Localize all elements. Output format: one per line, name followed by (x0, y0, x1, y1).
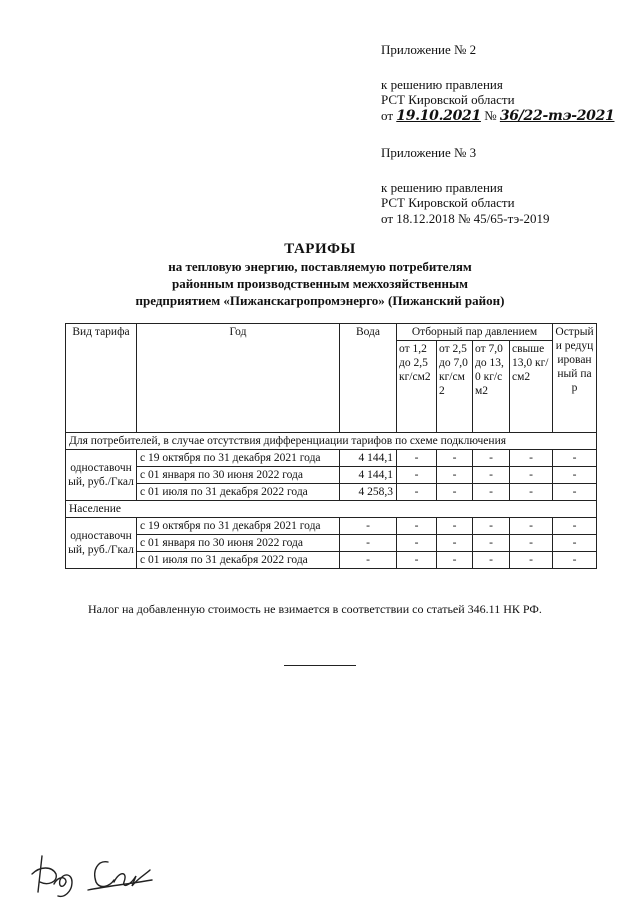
document-heading (0, 241, 640, 309)
cell-p3: - (473, 535, 510, 552)
heading-line2: районным производственным межхозяйственным (172, 276, 468, 291)
cell-period: с 01 января по 30 июня 2022 года (137, 467, 340, 484)
heading-line1: на тепловую энергию, поставляемую потребителям (168, 259, 472, 274)
section1-label: Для потребителей, в случае отсутствия дифференциации тарифов по схеме подключения (66, 433, 597, 450)
cell-p2: - (437, 535, 473, 552)
header-pressure-4: свыше 13,0 кг/см2 (510, 341, 553, 433)
annex-3-line3: от 18.12.2018 № 45/65-тэ-2019 (381, 210, 550, 226)
table-header-row (66, 324, 597, 341)
table-row (66, 467, 597, 484)
cell-sharp: - (553, 484, 597, 501)
cell-sharp: - (553, 535, 597, 552)
heading-title: ТАРИФЫ (284, 241, 356, 257)
header-pressure-3: от 7,0 до 13,0 кг/см2 (473, 341, 510, 433)
annex-3-block (381, 145, 550, 226)
annex-2-date: 19.10.2021 (396, 107, 481, 124)
cell-period: с 19 октября по 31 декабря 2021 года (137, 450, 340, 467)
cell-period: с 01 июля по 31 декабря 2022 года (137, 484, 340, 501)
cell-p3: - (473, 518, 510, 535)
cell-water: - (340, 535, 397, 552)
cell-water: - (340, 552, 397, 569)
annex-2-line1: к решению правления (381, 76, 503, 92)
cell-p2: - (437, 467, 473, 484)
cell-water: 4 144,1 (340, 467, 397, 484)
cell-water: 4 258,3 (340, 484, 397, 501)
table-row (66, 518, 597, 535)
cell-p1: - (397, 518, 437, 535)
tariff-table (65, 323, 597, 569)
cell-water: 4 144,1 (340, 450, 397, 467)
header-year: Год (137, 324, 340, 433)
table-row (66, 450, 597, 467)
group1-tariff-type: одноставочный, руб./Гкал (66, 450, 137, 501)
cell-p4: - (510, 518, 553, 535)
annex-3-title: Приложение № 3 (381, 145, 477, 160)
table-row (66, 535, 597, 552)
cell-p3: - (473, 552, 510, 569)
cell-p4: - (510, 484, 553, 501)
annex-2-number: 36/22-тэ-2021 (499, 107, 615, 124)
cell-p2: - (437, 552, 473, 569)
cell-p4: - (510, 552, 553, 569)
section-row (66, 501, 597, 518)
cell-period: с 01 января по 30 июня 2022 года (137, 535, 340, 552)
cell-p2: - (437, 450, 473, 467)
header-tariff-type: Вид тарифа (66, 324, 137, 433)
cell-sharp: - (553, 552, 597, 569)
cell-p1: - (397, 484, 437, 501)
divider-line (284, 665, 356, 666)
annex-2-line2: РСТ Кировской области (381, 92, 515, 107)
annex-2-block (381, 42, 614, 124)
header-steam: Отборный пар давлением (397, 324, 553, 341)
header-water: Вода (340, 324, 397, 433)
section2-label: Население (66, 501, 597, 518)
cell-sharp: - (553, 450, 597, 467)
table-row (66, 484, 597, 501)
cell-sharp: - (553, 518, 597, 535)
cell-period: с 01 июля по 31 декабря 2022 года (137, 552, 340, 569)
annex-2-num-prefix: № (484, 107, 497, 123)
cell-p1: - (397, 450, 437, 467)
cell-p3: - (473, 467, 510, 484)
cell-p1: - (397, 467, 437, 484)
annex-2-date-prefix: от (381, 107, 394, 123)
header-sharp-steam: Острый и редуцированный пар (553, 324, 597, 433)
cell-p2: - (437, 518, 473, 535)
signature-icon (28, 852, 178, 902)
annex-3-line2: РСТ Кировской области (381, 195, 515, 210)
header-pressure-1: от 1,2 до 2,5 кг/см2 (397, 341, 437, 433)
cell-p4: - (510, 450, 553, 467)
cell-water: - (340, 518, 397, 535)
cell-period: с 19 октября по 31 декабря 2021 года (137, 518, 340, 535)
header-pressure-2: от 2,5 до 7,0 кг/см2 (437, 341, 473, 433)
cell-p3: - (473, 484, 510, 501)
cell-p3: - (473, 450, 510, 467)
annex-3-line1: к решению правления (381, 179, 503, 195)
cell-sharp: - (553, 467, 597, 484)
group2-tariff-type: одноставочный, руб./Гкал (66, 518, 137, 569)
annex-2-title: Приложение № 2 (381, 42, 477, 57)
cell-p4: - (510, 467, 553, 484)
heading-line3: предприятием «Пижанскагропромэнерго» (Пижанский район) (135, 293, 505, 308)
section-row (66, 433, 597, 450)
table-row (66, 552, 597, 569)
vat-note: Налог на добавленную стоимость не взимается в соответствии со статьей 346.11 НК РФ. (88, 602, 542, 616)
cell-p2: - (437, 484, 473, 501)
cell-p1: - (397, 535, 437, 552)
annex-2-date-line (381, 108, 614, 125)
cell-p4: - (510, 535, 553, 552)
cell-p1: - (397, 552, 437, 569)
